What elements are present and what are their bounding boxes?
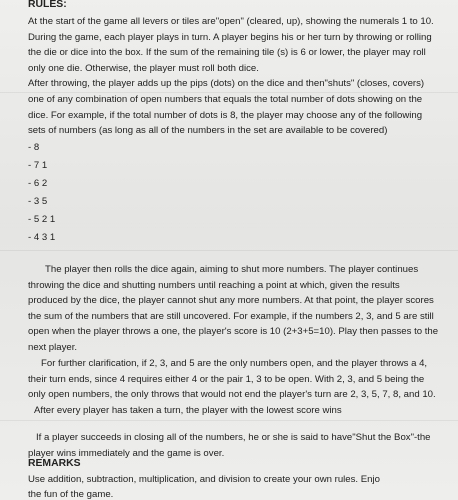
paragraph-line: open when the player throws a one, the player's score is 10 (2+3+5=10). Play then passes to the [28, 326, 439, 338]
remarks-section [28, 456, 458, 500]
remarks-line: the fun of the game. [28, 489, 114, 500]
clarification-paragraph [28, 356, 458, 418]
paragraph-line: only open numbers, the only throws that would not end the player's turn are 2, 3, 5, 7, 8, and 10. [28, 389, 436, 401]
paragraph-line: The player then rolls the dice again, aiming to shut more numbers. The player continues [45, 264, 419, 275]
combination-item: - 8 [28, 142, 40, 153]
rules-line: During the game, each player plays in turn. A player begins his or her turn by throwing or rolling [28, 31, 432, 43]
remarks-line: Use addition, subtraction, multiplication, and division to create your own rules. Enjo [28, 473, 380, 485]
paragraph-line: After every player has taken a turn, the player with the lowest score wins [34, 404, 342, 416]
paper-crease [0, 250, 458, 251]
combination-list [28, 139, 458, 247]
paragraph-line: player wins immediately and the game is over. [28, 447, 225, 459]
continue-paragraph [28, 262, 458, 356]
paragraph-line: If a player succeeds in closing all of the numbers, he or she is said to have"Shut the Box"-the [36, 432, 431, 443]
remarks-heading: REMARKS [28, 458, 81, 469]
combination-item: - 3 5 [28, 196, 48, 207]
rules-heading: RULES: [28, 0, 67, 10]
rules-line: dice. For example, if the total number of dots is 8, the player may choose any of the following [28, 109, 423, 121]
rules-line: one of any combination of open numbers that equals the total number of dots showing on the [28, 93, 423, 105]
paper-crease [0, 420, 458, 421]
paragraph-line: their turn ends, since 4 requires either 4 or the pair 1, 3 to be open. With 2, 3, and 5 being the [28, 373, 425, 385]
rules-intro [28, 14, 458, 139]
combination-item: - 7 1 [28, 160, 48, 171]
rules-line: only one die. Otherwise, the player must roll both dice. [28, 62, 259, 74]
paragraph-line: next player. [28, 341, 78, 353]
paragraph-line: the sum of the numbers that are still uncovered. For example, if the numbers 2, 3, and 5 are still [28, 310, 434, 322]
rules-line: sets of numbers (as long as all of the numbers in the set are available to be covered) [28, 125, 388, 137]
combination-item: - 4 3 1 [28, 232, 56, 243]
rules-line: At the start of the game all levers or tiles are"open" (cleared, up), showing the numerals 1 to 10. [28, 16, 434, 27]
rules-heading-block [28, 0, 458, 13]
paragraph-line: throwing the dice and shutting numbers until reaching a point at which, given the results [28, 279, 400, 291]
rules-line: the die or dice into the box. If the sum of the remaining tile (s) is 6 or lower, the player may roll [28, 47, 426, 59]
rules-line: After throwing, the player adds up the pips (dots) on the dice and then"shuts" (closes, covers) [28, 78, 425, 90]
paragraph-line: produced by the dice, the player cannot shut any more numbers. At that point, the player scores [28, 295, 434, 307]
paragraph-line: For further clarification, if 2, 3, and 5 are the only numbers open, and the player throws a 4, [41, 358, 428, 369]
combination-item: - 6 2 [28, 178, 48, 189]
combination-item: - 5 2 1 [28, 214, 56, 225]
